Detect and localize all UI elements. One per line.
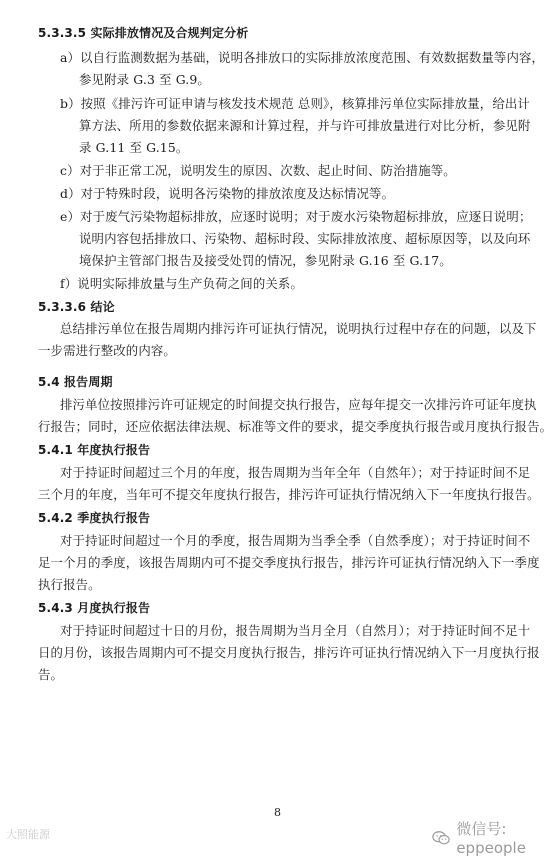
item-e-line-1: e）对于废气污染物超标排放，应逐时说明；对于废水污染物超标排放，应逐日说明； — [60, 209, 532, 224]
heading-5-4-2: 5.4.2 季度执行报告 — [38, 511, 151, 525]
item-e-line-2: 说明内容包括排放口、污染物、超标时段、实际排放浓度、超标原因等，以及向环 — [79, 231, 531, 246]
item-b-line-3: 录 G.11 至 G.15。 — [79, 140, 189, 155]
item-b-line-2: 算方法、所用的参数依据来源和计算过程，并与许可排放量进行对比分析，参见附 — [79, 118, 531, 133]
paragraph-conclusion-line-1: 总结排污单位在报告周期内排污许可证执行情况，说明执行过程中存在的问题，以及下 — [60, 321, 537, 336]
heading-5-3-3-5: 5.3.3.5 实际排放情况及合规判定分析 — [38, 26, 249, 40]
paragraph-period-line-2: 行报告；同时，还应依据法律法规、标准等文件的要求，提交季度执行报告或月度执行报告。 — [38, 419, 553, 434]
paragraph-quarterly-line-1: 对于持证时间超过一个月的季度，报告周期为当季全季（自然季度）；对于持证时间不 — [60, 533, 531, 548]
watermark-right-text: 微信号: eppeople — [456, 820, 526, 857]
heading-5-3-3-6: 5.3.3.6 结论 — [38, 300, 115, 314]
paragraph-period-line-1: 排污单位按照排污许可证规定的时间提交执行报告，应每年提交一次排污许可证年度执 — [60, 397, 537, 412]
item-d-line-1: d）对于特殊时段，说明各污染物的排放浓度及达标情况等。 — [60, 186, 395, 201]
heading-5-4-3: 5.4.3 月度执行报告 — [38, 601, 151, 615]
paragraph-quarterly-line-3: 执行报告。 — [38, 577, 101, 592]
paragraph-annual-line-2: 三个月的年度，当年可不提交年度执行报告，排污许可证执行情况纳入下一年度执行报告。 — [38, 487, 540, 502]
paragraph-monthly-line-2: 日的月份，该报告周期内可不提交月度执行报告，排污许可证执行情况纳入下一月度执行报 — [38, 645, 540, 660]
item-f-line-1: f）说明实际排放量与生产负荷之间的关系。 — [60, 276, 304, 291]
paragraph-monthly-line-1: 对于持证时间超过十日的月份，报告周期为当月全月（自然月）；对于持证时间不足十 — [60, 623, 531, 638]
heading-5-4-1: 5.4.1 年度执行报告 — [38, 443, 151, 457]
paragraph-quarterly-line-2: 足一个月的季度，该报告周期内可不提交季度执行报告，排污许可证执行情况纳入下一季度 — [38, 555, 540, 570]
paragraph-monthly-line-3: 告。 — [38, 667, 64, 682]
paragraph-conclusion-line-2: 一步需进行整改的内容。 — [38, 343, 176, 358]
item-e-line-3: 境保护主管部门报告及接受处罚的情况，参见附录 G.16 至 G.17。 — [79, 253, 452, 268]
paragraph-annual-line-1: 对于持证时间超过三个月的年度，报告周期为当年全年（自然年）；对于持证时间不足 — [60, 465, 531, 480]
item-c-line-1: c）对于非正常工况，说明发生的原因、次数、起止时间、防治措施等。 — [60, 163, 456, 178]
wechat-icon — [432, 829, 450, 847]
item-a-line-1: a）以自行监测数据为基础，说明各排放口的实际排放浓度范围、有效数据数量等内容， — [60, 50, 545, 65]
watermark-left: 大照能源 — [6, 828, 50, 841]
page-number: 8 — [274, 806, 281, 819]
heading-5-4: 5.4 报告周期 — [38, 375, 113, 389]
item-a-line-2: 参见附录 G.3 至 G.9。 — [79, 72, 210, 87]
item-b-line-1: b）按照《排污许可证申请与核发技术规范 总则》，核算排污单位实际排放量，给出计 — [60, 96, 530, 111]
watermark-right — [432, 818, 560, 857]
